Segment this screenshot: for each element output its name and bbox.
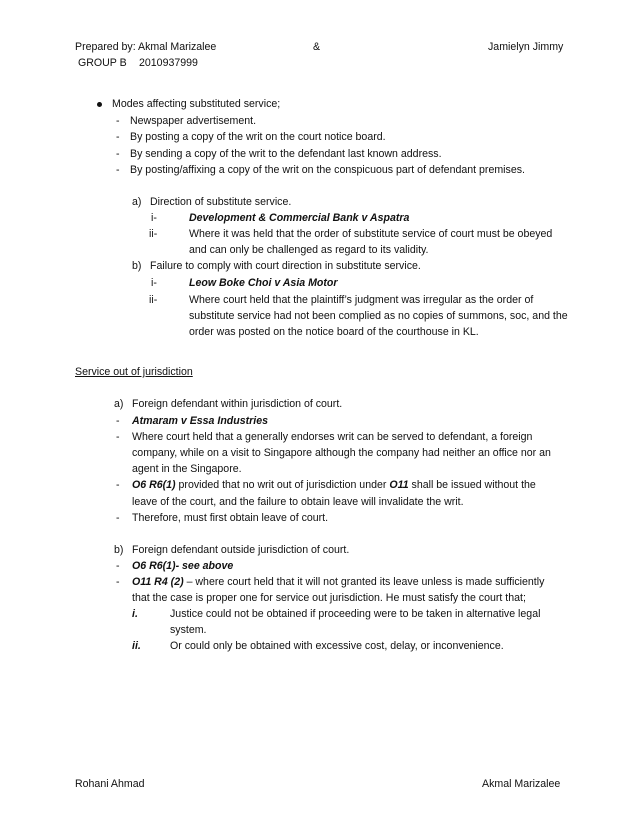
dash-marker: - [116,415,120,427]
condition-line: Or could only be obtained with excessive cost, delay, or inconvenience. [170,640,504,652]
mode-item: Newspaper advertisement. [130,115,257,127]
case-holding-line: company, while on a visit to Singapore although the company had neither an office nor an [132,447,551,459]
bullet-icon [97,102,102,107]
list-marker: a) [114,398,124,410]
case-holding-line: Where court held that a generally endorses writ can be served to defendant, a foreign [132,431,533,443]
rule-text: shall be issued without the [408,479,536,491]
case-name: Development & Commercial Bank v Aspatra [189,212,410,224]
case-holding-line: Where it was held that the order of substitute service of court must be obeyed [189,228,553,240]
list-marker: b) [132,260,142,272]
within-jurisdiction-heading: Foreign defendant within jurisdiction of court. [132,398,343,410]
list-marker: a) [132,196,142,208]
roman-marker: i- [151,277,157,289]
header-group: GROUP B [78,57,127,69]
case-holding-line: order was posted on the notice board of the courthouse in KL. [189,326,479,338]
dash-marker: - [116,576,120,588]
case-holding-line: Where court held that the plaintiff’s judgment was irregular as the order of [189,294,534,306]
list-marker: b) [114,544,124,556]
header-id-number: 2010937999 [139,57,198,69]
direction-heading: Direction of substitute service. [150,196,292,208]
rule-text-line: leave of the court, and the failure to obtain leave will invalidate the writ. [132,496,464,508]
rule-text: provided that no writ out of jurisdiction under [175,479,390,491]
case-name: Atmaram v Essa Industries [132,415,269,427]
header-coauthor: Jamielyn Jimmy [488,41,564,53]
rule-line [132,477,536,493]
modes-heading: Modes affecting substituted service; [112,98,281,110]
header-prepared-by: Prepared by: Akmal Marizalee [75,41,217,53]
rule-ref: O6 R6(1) [132,479,176,491]
roman-marker: ii. [132,640,141,652]
mode-item: By posting/affixing a copy of the writ on the conspicuous part of defendant premises. [130,164,525,176]
case-holding-line: agent in the Singapore. [132,463,242,475]
roman-marker: i- [151,212,157,224]
roman-marker: i. [132,608,138,620]
footer-right: Akmal Marizalee [482,778,561,790]
condition-line: system. [170,624,207,636]
case-holding-line: substitute service had not been complied as no copies of summons, soc, and the [189,310,568,322]
dash-marker: - [116,115,120,127]
condition-line: Justice could not be obtained if proceeding were to be taken in alternative legal [170,608,541,620]
footer-left: Rohani Ahmad [75,778,145,790]
dash-marker: - [116,560,120,572]
section-title: Service out of jurisdiction [75,366,193,378]
outside-jurisdiction-heading: Foreign defendant outside jurisdiction of court. [132,544,350,556]
mode-item: By posting a copy of the writ on the court notice board. [130,131,386,143]
dash-marker: - [116,479,120,491]
header-ampersand: & [313,41,321,53]
rule-ref: O6 R6(1)- see above [132,560,234,572]
dash-marker: - [116,164,120,176]
rule-text: – where court held that it will not granted its leave unless is made sufficiently [183,576,545,588]
rule-line [132,574,544,590]
case-holding-line: and can only be challenged as regard to its validity. [189,244,429,256]
dash-marker: - [116,148,120,160]
rule-text-line: that the case is proper one for service out jurisdiction. He must satisfy the court that; [132,592,526,604]
failure-heading: Failure to comply with court direction in substitute service. [150,260,421,272]
dash-marker: - [116,131,120,143]
rule-ref: O11 [389,479,409,491]
dash-marker: - [116,512,120,524]
rule-ref: O11 R4 (2) [132,576,184,588]
conclusion-line: Therefore, must first obtain leave of court. [132,512,329,524]
roman-marker: ii- [149,228,158,240]
mode-item: By sending a copy of the writ to the defendant last known address. [130,148,442,160]
dash-marker: - [116,431,120,443]
roman-marker: ii- [149,294,158,306]
case-name: Leow Boke Choi v Asia Motor [189,277,338,289]
